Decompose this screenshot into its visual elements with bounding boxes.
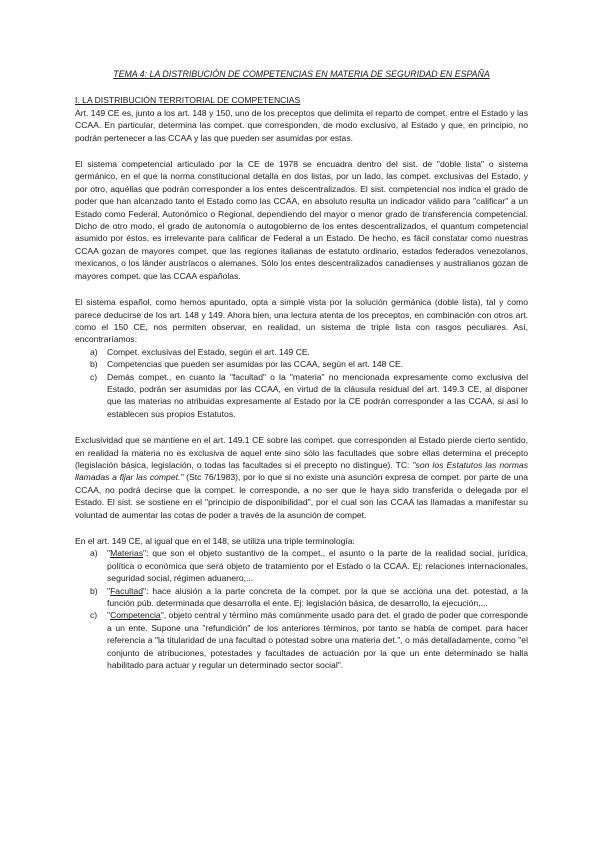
paragraph-5: En el art. 149 CE, al igual que en el 148, se utiliza una triple terminología:: [75, 536, 355, 546]
term-label: Facultad: [110, 585, 144, 596]
list-item: c) "Competencia", objeto central y término más comúnmente usado para det. el grado de poder que corresponde a un ente. Supone una "refundición" de los anteriores términos, por tanto se habla de compet. para hacer referencia a "la titularidad de una facultad o potestad sobre una materia det.", o más detalladamente, como "el conjunto de atribuciones, potestades y facultades de actuación por la que un ente determinado se halla habilitado para actuar y regular un determinado sector social".: [90, 610, 528, 671]
list-marker: c): [90, 610, 98, 621]
document-page: [75, 68, 528, 671]
list-item-text: Compet. exclusivas del Estado, según el art. 149 CE.: [107, 346, 311, 357]
list-marker: c): [90, 371, 98, 382]
list-item: [75, 346, 528, 358]
paragraph-4-start: Exclusividad que se mantiene en el art. 149.1 CE sobre las compet. que corresponden al Estado pierde cierto sentido, en realidad la materia no es exclusiva de aquel ente sino sólo las facultades que sobre ellas determina el precepto (legislación básica, legislación, o todas las facultades si el precepto no distingue). TC:: [75, 435, 528, 470]
tc-quote: "son los Estatutos las normas llamadas a fijar las compet.": [75, 459, 528, 483]
term-label: Materias: [110, 548, 144, 559]
section-heading: I. LA DISTRIBUCIÓN TERRITORIAL DE COMPETENCIAS: [75, 95, 301, 106]
competence-list: [75, 346, 528, 420]
paragraph-4-end: (Stc 76/1983), por lo que si no existe una asunción expresa de compet. por parte de una CCAA, no podrá decirse que la compet. le corresponde, a no ser que le haya sido transferida o delegada por el Estado. El sist. se sostiene en el "principio de disponibilidad", por el cual son las CCAA las llamadas a manifestar su voluntad de aumentar las cotas de poder a través de la asunción de compet.: [75, 472, 528, 520]
list-marker: a): [90, 548, 98, 559]
paragraph-3: El sistema español, como hemos apuntado, opta a simple vista por la solución germánica (doble lista), tal y como parece deducirse de los art. 148 y 149. Ahora bien, una lectura atenta de los preceptos, en combinación con otros art. como el 150 CE, nos permiten observar, en realidad, un sistema de triple lista con rasgos peculiares. Así, encontraríamos:: [75, 297, 528, 345]
list-item-text: ": que son el objeto sustantivo de la compet., el asunto o la parte de la realidad social, jurídica, política o económica que será objeto de tratamiento por el Estado o la CCAA. Ej: relaciones internacionales, seguridad social, régimen aduanero,...: [107, 548, 528, 584]
list-marker: a): [90, 346, 98, 357]
term-label: Competencia: [110, 610, 161, 621]
paragraph-4: [75, 434, 528, 521]
list-marker: b): [90, 359, 98, 370]
list-marker: b): [90, 585, 98, 596]
list-item: [75, 371, 528, 421]
list-item: b) "Facultad": hace alusión a la parte concreta de la compet. por la que se acciona una det. potestad, a la función púb. determinada que desarrolla el ente. Ej: legislación básica, de desarrollo, la ejecución,...: [90, 585, 528, 609]
list-item-text: Demás compet., en cuanto la "facultad" o la "materia" no mencionada expresamente como exclusiva del Estado, podrán ser asumidas por las CCAA, en virtud de la cláusula residual del art. 149.3 CE, al disponer que las materias no atribuidas expresamente al Estado por la CE podrán corresponder a las CCAA, si así lo establecen sus propios Estatutos.: [107, 371, 528, 419]
list-item: [75, 358, 528, 370]
list-item-text: ", objeto central y término más comúnmente usado para det. el grado de poder que corresponde a un ente. Supone una "refundición" de los anteriores términos, por tanto se habla de compet. para hacer referencia a "la titularidad de una facultad o potestad sobre una materia det.", o más detalladamente, como "el conjunto de atribuciones, potestades y facultades de actuación por la que un ente determinado se halla habilitado para actuar y regular un determinado sector social".: [107, 610, 528, 671]
list-item-text: Competencias que pueden ser asumidas por las CCAA, según el art. 148 CE.: [107, 359, 404, 370]
terminology-list: [75, 547, 528, 671]
paragraph-1: Art. 149 CE es, junto a los art. 148 y 150, uno de los preceptos que delimita el reparto de compet. entre el Estado y las CCAA. En particular, determina las compet. que corresponden, de modo exclusivo, al Estado y que, en principio, no podrán pertenecer a las CCAA y las que pueden ser asumidas por estas.: [75, 107, 528, 143]
list-item: a) "Materias": que son el objeto sustantivo de la compet., el asunto o la parte de la realidad social, jurídica, política o económica que será objeto de tratamiento por el Estado o la CCAA. Ej: relaciones internacionales, seguridad social, régimen aduanero,...: [90, 548, 528, 584]
page-title: TEMA 4: LA DISTRIBUCIÓN DE COMPETENCIAS EN MATERIA DE SEGURIDAD EN ESPAÑA: [113, 69, 490, 79]
paragraph-2: El sistema competencial articulado por la CE de 1978 se encuadra dentro del sist. de "doble lista" o sistema germánico, en el que la norma constitucional detalla en dos listas, por un lado, las compet. exclusivas del Estado, y por otro, aquéllas que podrán corresponder a los entes descentralizados. El sist. competencial nos indica el grado de poder que han alcanzado tanto el Estado como las CCAA, en absoluto resulta un indicador válido para "calificar" a un Estado como Federal, Autonómico o Regional, dependiendo del mayor o menor grado de transferencia competencial. Dicho de otro modo, el grado de autonomía o autogobierno de los entes descentralizados, el quantum competencial asumido por éstos, es irrelevante para calificar de Federal a un Estado. De hecho, es fácil constatar como nuestras CCAA gozan de mayores compet. que las regiones italianas de estatuto ordinario, estados federados venezolanos, mexicanos, o los länder austríacos o alemanes. Sólo los entes descentralizados canadienses y australianos gozan de mayores compet. que las CCAA españolas.: [75, 159, 528, 281]
list-item-text: ": hace alusión a la parte concreta de la compet. por la que se acciona una det. potestad, a la función púb. determinada que desarrolla el ente. Ej: legislación básica, de desarrollo, la ejecución,...: [107, 585, 528, 609]
